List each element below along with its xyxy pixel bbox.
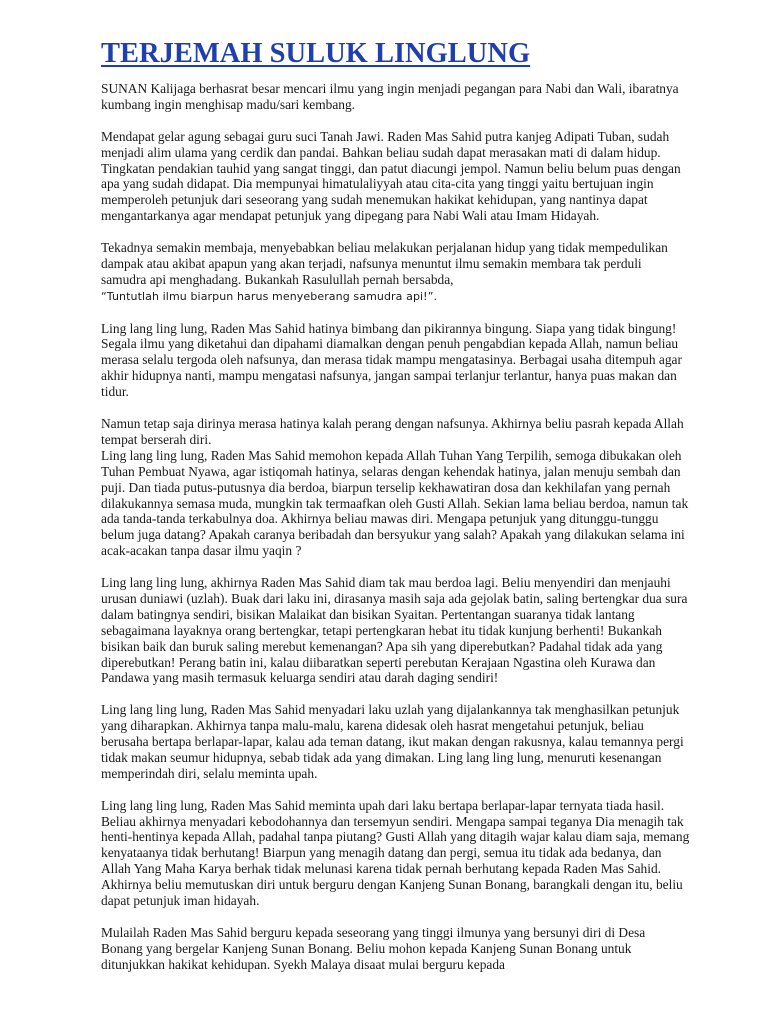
paragraph-1: SUNAN Kalijaga berhasrat besar mencari ilmu yang ingin menjadi pegangan para Nabi dan Wali, ibaratnya kumbang ingin menghisap madu/sari kembang.: [101, 81, 679, 112]
paragraph-3: Tekadnya semakin membaja, menyebabkan beliau melakukan perjalanan hidup yang tidak mempedulikan dampak atau akibat apapun yang akan terjadi, nafsunya menuntut ilmu semakin membara tak perduli samudra api menghadang. Bukankah Rasulullah pernah bersabda,: [101, 240, 668, 287]
quote-block: [101, 288, 690, 305]
paragraph-6: Ling lang ling lung, Raden Mas Sahid memohon kepada Allah Tuhan Yang Terpilih, semoga dibukakan oleh Tuhan Pembuat Nyawa, agar istiqomah hatinya, selaras dengan kehendak hatinya, jalan menuju sembah dan puji. Dan tiada putus-putusnya dia berdoa, biarpun terselip kekhawatiran dosa dan kekhilafan yang pernah dilakukannya semasa muda, mungkin tak termaafkan oleh Gusti Allah. Sekian lama beliau berdoa, namun tak ada tanda-tanda terkabulnya doa. Akhirnya beliau mawas diri. Mengapa petunjuk yang ditunggu-tunggu belum juga datang? Apakah caranya beribadah dan bersyukur yang salah? Apakah yang dilakukan selama ini acak-acakan tanpa dasar ilmu yaqin ?: [101, 447, 689, 559]
document-title: TERJEMAH SULUK LINGLUNG: [101, 38, 531, 69]
paragraph-9: Ling lang ling lung, Raden Mas Sahid meminta upah dari laku bertapa berlapar-lapar ternyata tiada hasil. Beliau akhirnya menyadari kebodohannya dan tersemyun sendiri. Mengapa sampai teganya Dia menagih tak henti-hentinya kepada Allah, padahal tanpa piutang? Gusti Allah yang ditagih wajar kalau diam saja, memang kenyataanya tidak berhutang! Biarpun yang menagih datang dan pergi, semua itu tidak ada bedanya, dan Allah Yang Maha Karya berhak tidak melunasi karena tidak pernah berhutang kepada Raden Mas Sahid. Akhirnya beliu memutuskan diri untuk berguru dengan Kanjeng Sunan Bonang, barangkali dengan itu, beliu dapat petunjuk iman hidayah.: [101, 797, 690, 909]
paragraph-2: Mendapat gelar agung sebagai guru suci Tanah Jawi. Raden Mas Sahid putra kanjeg Adipati Tuban, sudah menjadi alim ulama yang cerdik dan pandai. Bahkan beliau sudah dapat merasakan mati di dalam hidup. Tingkatan pendakian tauhid yang sangat tinggi, dan patut diacungi jempol. Namun beliu belum puas dengan apa yang sudah didapat. Dia mempunyai himatulaliyyah atau cita-cita yang tinggi yaitu bertujuan ingin memperoleh petunjuk dari seseorang yang sudah menemukan hakikat kehidupan, yang nantinya dapat mengantarkanya agar mendapat petunjuk yang dipegang para Nabi Wali atau Imam Hidayah.: [101, 128, 681, 224]
paragraph-10: Mulailah Raden Mas Sahid berguru kepada seseorang yang tinggi ilmunya yang bersunyi diri di Desa Bonang yang bergelar Kanjeng Sunan Bonang. Beliu mohon kepada Kanjeng Sunan Bonang untuk ditunjukkan hakikat kehidupan. Syekh Malaya disaat mulai berguru kepada: [101, 924, 646, 972]
paragraph-7: Ling lang ling lung, akhirnya Raden Mas Sahid diam tak mau berdoa lagi. Beliu menyendiri dan menjauhi urusan duniawi (uzlah). Buak dari laku ini, dirasanya masih saja ada gejolak batin, saling bertengkar dua sura dalam batingnya sendiri, bisikan Malaikat dan bisikan Syaitan. Pertentangan suaranya tidak lantang sebagaimana layaknya orang bertengkar, tetapi pertengkaran hebat itu tidak kunjung berhenti! Bukankah bisikan baik dan buruk saling merebut kemenangan? Apa sih yang diperebutkan? Padahal tidak ada yang diperebutkan! Perang batin ini, kalau diibaratkan seperti perebutan Kerajaan Ngastina oleh Kurawa dan Pandawa yang masih termasuk keluarga sendiri atau darah daging sendiri!: [101, 575, 688, 686]
paragraph-8: Ling lang ling lung, Raden Mas Sahid menyadari laku uzlah yang dijalankannya tak menghasilkan petunjuk yang diharapkan. Akhirnya tanpa malu-malu, karena didesak oleh hasrat mengetahui petunjuk, beliau berusaha bertapa berlapar-lapar, kalau ada teman datang, ikut makan dengan rakusnya, kalau temannya pergi tidak makan seumur hidupnya, sebab tidak ada yang dimakan. Ling lang ling lung, menuruti kesenangan memperindah diri, selalu meminta upah.: [101, 702, 684, 781]
paragraph-5: Namun tetap saja dirinya merasa hatinya kalah perang dengan nafsunya. Akhirnya beliu pasrah kepada Allah tempat berserah diri.: [101, 415, 684, 447]
paragraph-4: Ling lang ling lung, Raden Mas Sahid hatinya bimbang dan pikirannya bingung. Siapa yang tidak bingung! Segala ilmu yang diketahui dan dipahami diamalkan dengan penuh pengabdian kepada Allah, namun beliau merasa selalu tergoda oleh nafsunya, dan merasa tidak mampu mengatasinya. Berbagai usaha ditempuh agar akhir hidupnya nanti, mampu mengatasi nafsunya, jangan sampai terlanjur terlantur, hanya puas makan dan tidur.: [101, 320, 682, 400]
hadith-quote: “Tuntutlah ilmu biarpun harus menyeberang samudra api!”.: [101, 289, 438, 303]
